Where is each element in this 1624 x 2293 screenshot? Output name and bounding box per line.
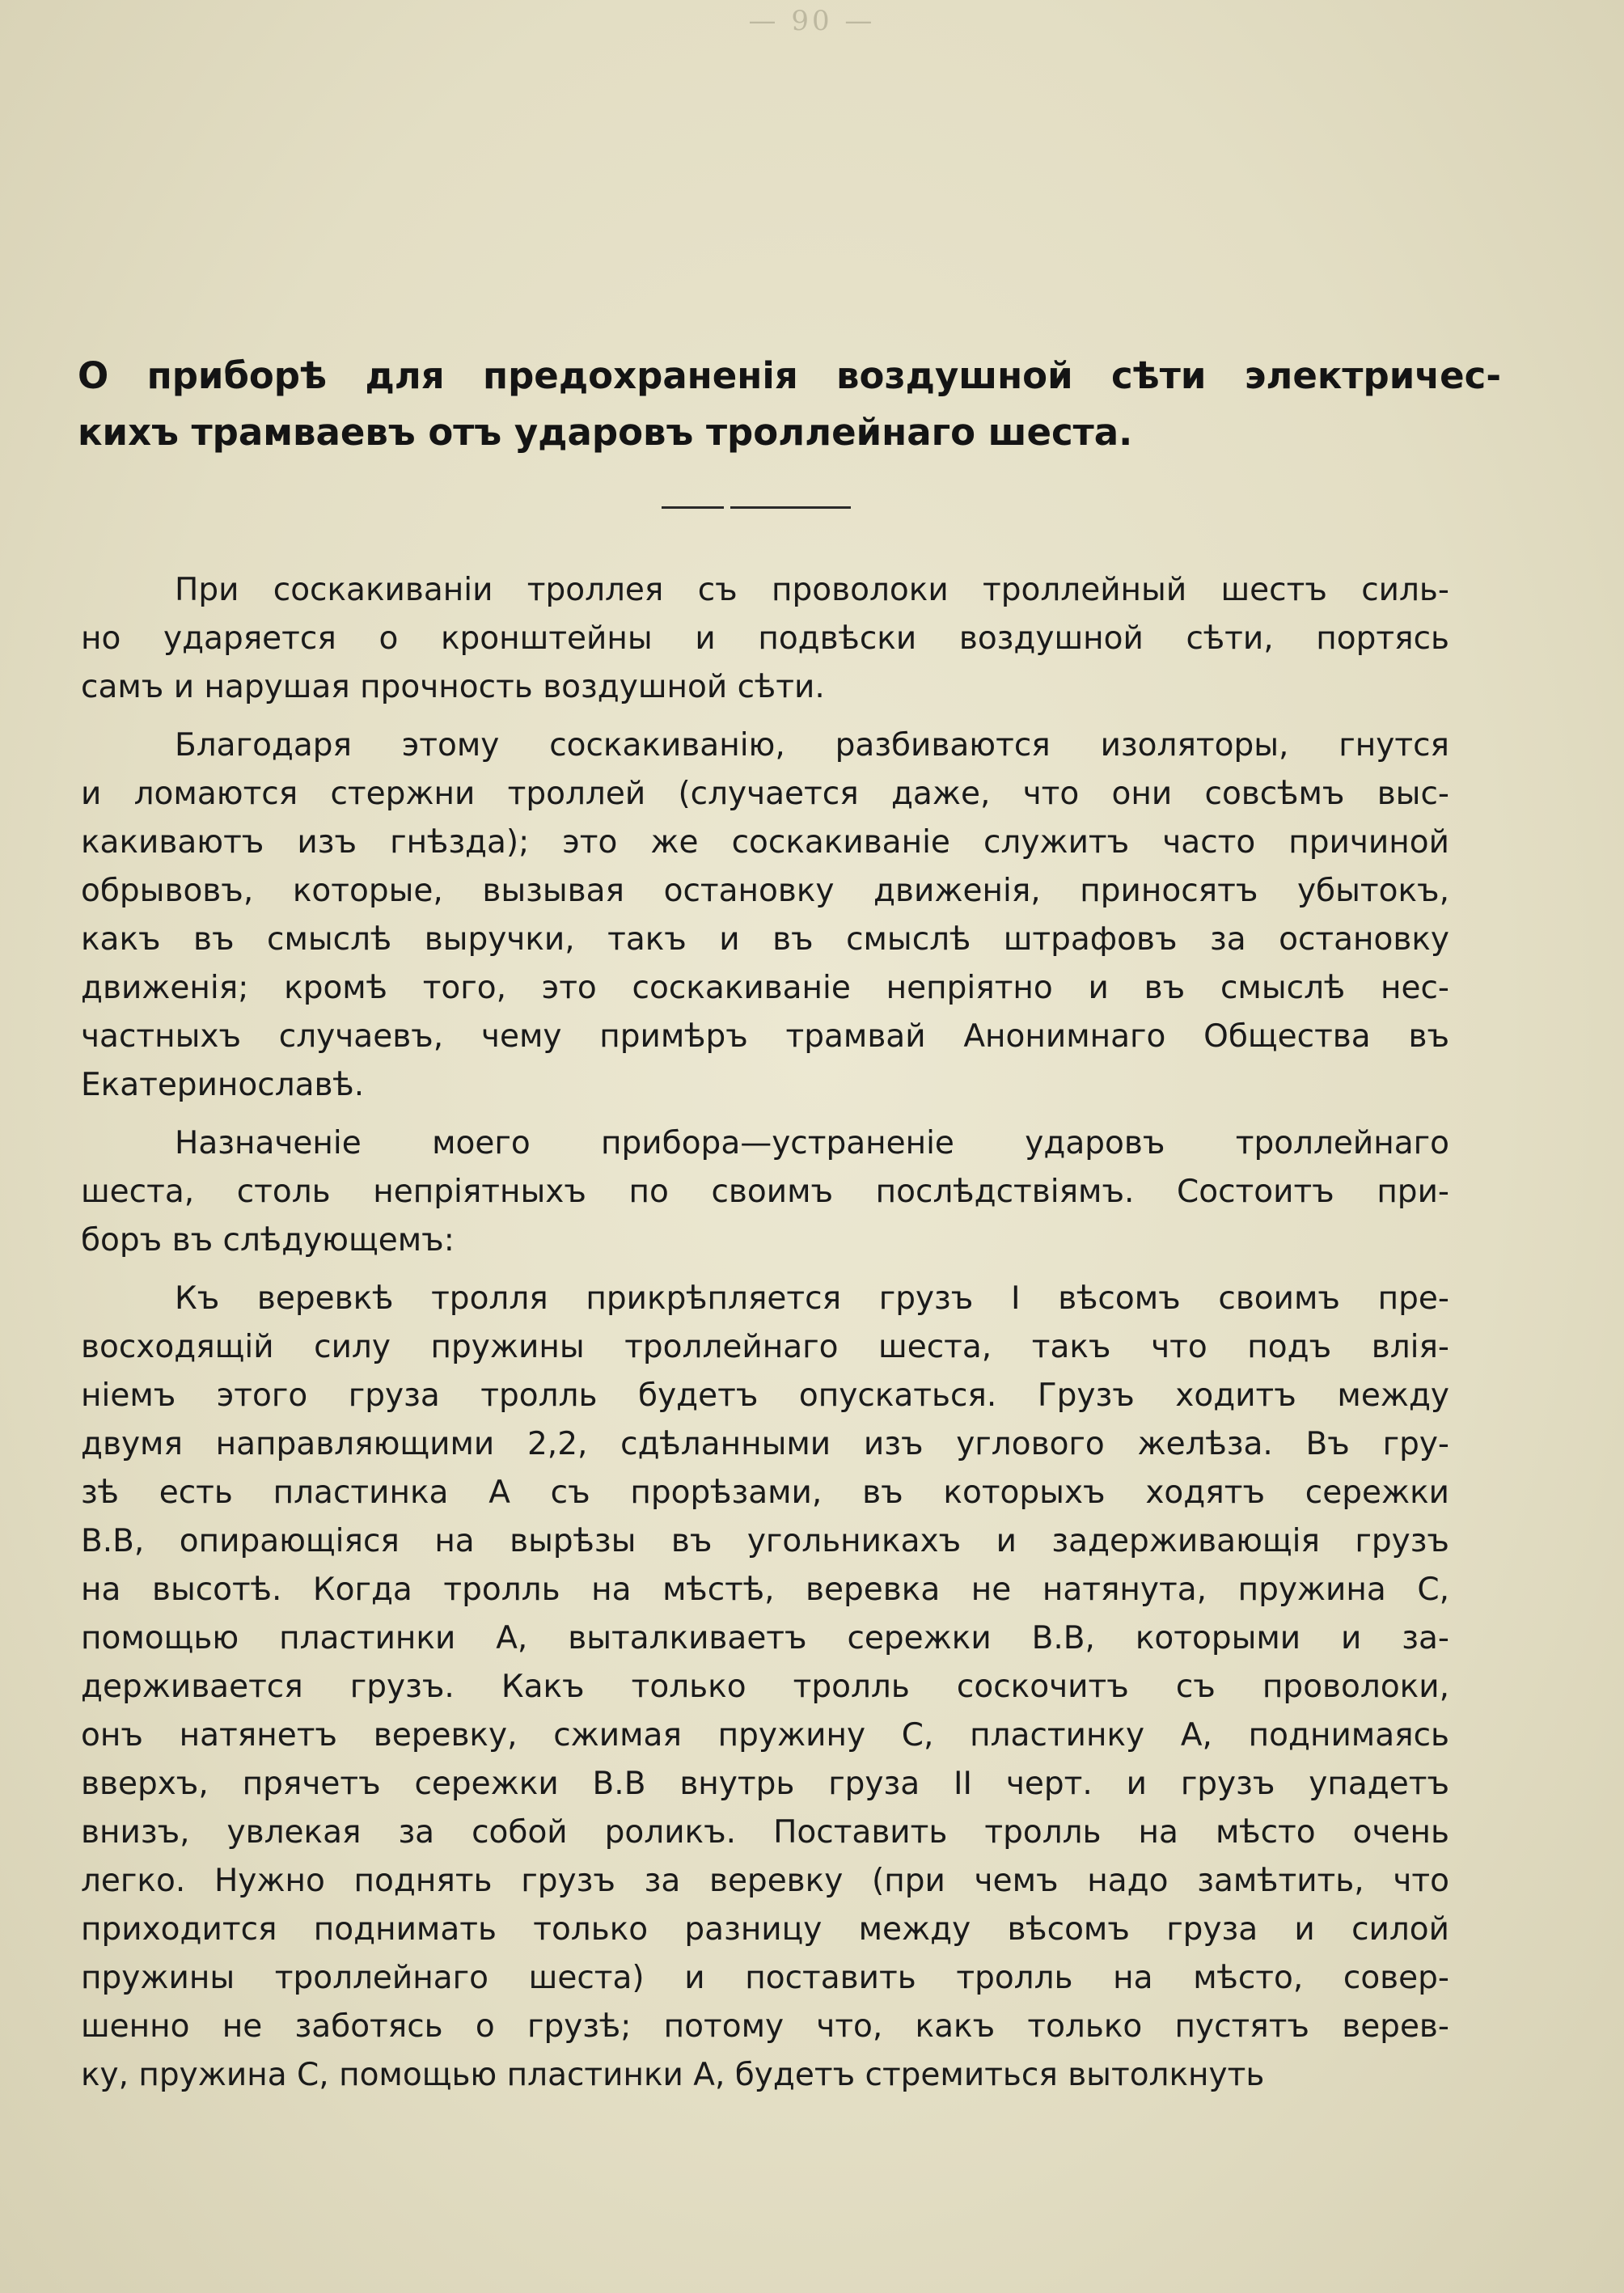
text-line: легко. Нужно поднять грузъ за веревку (при чемъ надо замѣтить, что [81, 1863, 1449, 1899]
title-divider-gap [724, 503, 730, 511]
title-line-1: О приборѣ для предохраненія воздушной сѣти электричес- [78, 354, 1501, 397]
title-divider [662, 506, 851, 509]
text-line: восходящій силу пружины троллейнаго шеста, такъ что подъ влія- [81, 1329, 1449, 1365]
text-line: обрывовъ, которые, вызывая остановку движенія, приносятъ убытокъ, [81, 873, 1449, 909]
title-line-2: кихъ трамваевъ отъ ударовъ троллейнаго шеста. [78, 411, 1133, 454]
paragraph [81, 1275, 1449, 2100]
text-line: какиваютъ изъ гнѣзда); это же соскакиваніе служитъ часто причиной [81, 824, 1449, 861]
text-line: но ударяется о кронштейны и подвѣски воздушной сѣти, портясь [81, 620, 1449, 657]
text-line: самъ и нарушая прочность воздушной сѣти. [81, 669, 825, 705]
text-line: двумя направляющими 2,2, сдѣланными изъ углового желѣза. Въ гру- [81, 1426, 1449, 1462]
text-line: зѣ есть пластинка А съ прорѣзами, въ которыхъ ходятъ сережки [81, 1474, 1449, 1511]
text-line: пружины троллейнаго шеста) и поставить тролль на мѣсто, совер- [81, 1960, 1449, 1996]
text-line: ніемъ этого груза тролль будетъ опускаться. Грузъ ходитъ между [81, 1377, 1449, 1414]
text-line: на высотѣ. Когда тролль на мѣстѣ, веревка не натянута, пружина С, [81, 1572, 1449, 1608]
text-line: боръ въ слѣдующемъ: [81, 1222, 455, 1259]
text-line: онъ натянетъ веревку, сжимая пружину С, пластинку А, поднимаясь [81, 1717, 1449, 1754]
text-line: ку, пружина С, помощью пластинки А, будетъ стремиться вытолкнуть [81, 2057, 1265, 2093]
article-body [81, 566, 1449, 2109]
text-line: Къ веревкѣ тролля прикрѣпляется грузъ I вѣсомъ своимъ пре- [175, 1280, 1449, 1317]
text-line: и ломаются стержни троллей (случается даже, что они совсѣмъ выс- [81, 776, 1449, 812]
text-line: держивается грузъ. Какъ только тролль соскочитъ съ проволоки, [81, 1669, 1449, 1705]
article-title [78, 348, 1501, 461]
page-number: — 90 — [748, 5, 876, 37]
text-line: какъ въ смыслѣ выручки, такъ и въ смыслѣ штрафовъ за остановку [81, 921, 1449, 958]
text-line: помощью пластинки А, выталкиваетъ сережки В.В, которыми и за- [81, 1620, 1449, 1656]
text-line: Назначеніе моего прибора—устраненіе ударовъ троллейнаго [175, 1125, 1449, 1161]
text-line: В.В, опирающіяся на вырѣзы въ угольникахъ и задерживающія грузъ [81, 1523, 1449, 1559]
text-line: Благодаря этому соскакиванію, разбиваются изоляторы, гнутся [175, 727, 1449, 764]
text-line: шенно не заботясь о грузѣ; потому что, какъ только пустятъ верев- [81, 2008, 1449, 2045]
paragraph [81, 1119, 1449, 1265]
text-line: движенія; кромѣ того, это соскакиваніе непріятно и въ смыслѣ нес- [81, 970, 1449, 1006]
text-line: вверхъ, прячетъ сережки В.В внутрь груза II черт. и грузъ упадетъ [81, 1766, 1449, 1802]
text-line: приходится поднимать только разницу между вѣсомъ груза и силой [81, 1911, 1449, 1948]
paragraph [81, 721, 1449, 1110]
paragraph [81, 566, 1449, 712]
text-line: внизъ, увлекая за собой роликъ. Поставить тролль на мѣсто очень [81, 1814, 1449, 1851]
text-line: частныхъ случаевъ, чему примѣръ трамвай Анонимнаго Общества въ [81, 1018, 1449, 1055]
text-line: Екатеринославѣ. [81, 1067, 365, 1103]
text-line: шеста, столь непріятныхъ по своимъ послѣдствіямъ. Состоитъ при- [81, 1174, 1449, 1210]
text-line: При соскакиваніи троллея съ проволоки троллейный шестъ силь- [175, 572, 1449, 608]
